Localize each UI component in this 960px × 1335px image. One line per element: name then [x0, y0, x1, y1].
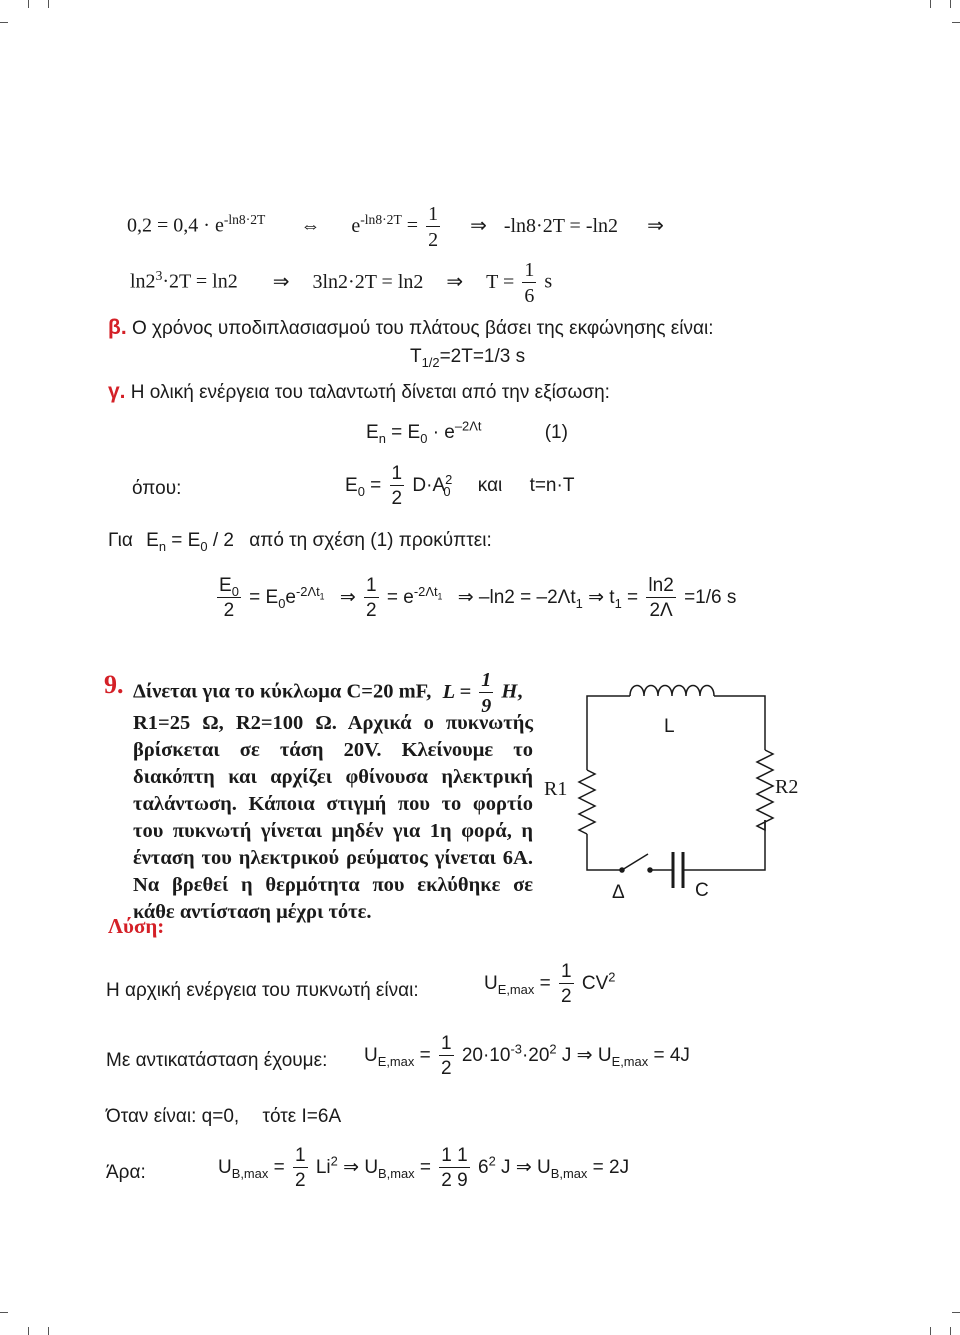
circuit-label-switch: Δ: [612, 882, 625, 903]
crop-mark: [930, 0, 931, 8]
capacitor: [673, 852, 683, 888]
crop-mark: [48, 1327, 49, 1335]
when-line: Όταν είναι: q=0, τότε I=6A: [106, 1106, 342, 1127]
inductor-coil: [630, 686, 714, 697]
circuit-label-l: L: [664, 716, 675, 737]
substitution-equation: $U_{E,max}$ = $\frac{1}{2}$ $20\cdot 10^{-3}\cdot 20^2$ J ⇒ $U_{E,max} = 4J$: [364, 1033, 690, 1079]
problem-text: R1=25 Ω, R2=100 Ω. Αρχικά ο πυκνωτής βρίσκεται σε τάση 20V. Κλείνουμε το διακόπτη και αρχίζει φθίνουσα ηλεκτρική ταλάντωση. Κάποια στιγμή που το φορτίο του πυκνωτή γίνεται μηδέν για 1η φορά, η ένταση του ηλεκτρικού ρεύματος γίνεται 6Α. Να βρεθεί η θερμότητα που εκλύθηκε σε κάθε αντίσταση μέχρι τότε.: [133, 712, 533, 923]
crop-mark: [28, 1327, 29, 1335]
solution-label: Λύση:: [108, 914, 165, 938]
crop-mark: [930, 1327, 931, 1335]
long-equation: $\frac{E_0}{2}$ = $E_0e^{-2\Lambda t_1}$ ⇒ $\frac{1}{2}$ = $e^{-2\Lambda t_1}$ ⇒ $-\ln 2 = -2\Lambda t_1$ ⇒ $t_1$ = $\frac{\ln 2}{2\Lambda}$ =1/6 s: [219, 575, 737, 621]
equation-line-2: $\ln 2^3\cdot 2T = \ln 2$ ⇒ 3ln2·2T = ln2 ⇒ T = $\frac{1}{6}$ s: [130, 259, 553, 307]
therefore-text: Άρα:: [106, 1162, 146, 1183]
resistor-r1: [579, 770, 595, 834]
beta-line: β. Ο χρόνος υποδιπλασιασμού του πλάτους βάσει της εκφώνησης είναι:: [108, 316, 714, 339]
resistor-r2: [757, 750, 773, 830]
gia-line: Για $E_n = E_0 / 2$ από τη σχέση (1) προκύπτει:: [108, 530, 492, 554]
crop-mark: [28, 0, 29, 8]
gamma-line: γ. Η ολική ενέργεια του ταλαντωτή δίνεται από την εξίσωση:: [108, 380, 610, 403]
initial-energy-text: Η αρχική ενέργεια του πυκνωτή είναι:: [106, 980, 419, 1001]
equation-line-1: $0,2 = 0,4 \cdot e^{-ln8\cdot 2T}$ ⇔ $e^{-ln8\cdot 2T}$ = $\frac{1}{2}$ ⇒ -ln8·2T = -ln2 ⇒: [127, 203, 664, 251]
energy-equation: $E_n = E_0 \cdot e^{-2\Lambda t}$ (1): [366, 418, 568, 446]
switch: [622, 854, 648, 870]
crop-mark: [48, 0, 49, 8]
problem-number: 9.: [104, 670, 124, 699]
crop-mark: [952, 1312, 960, 1313]
circuit-label-r2: R2: [775, 776, 799, 798]
circuit-label-r1: R1: [544, 778, 568, 800]
crop-mark: [950, 1327, 951, 1335]
opou-equation: $E_0$ = $\frac{1}{2}$ $D\cdot A^2_0$ και t=n·T: [345, 463, 575, 509]
crop-mark: [952, 22, 960, 23]
beta-result: $T_{1/2}=2T=1/3$ s: [410, 346, 526, 370]
magnetic-energy-equation: $U_{B,max}$ = $\frac{1}{2}$ Li$^2$ ⇒ $U_{B,max}$ = $\frac{1 1}{2 9}$ $6^2$ J ⇒ $U_{B,max} = 2J$: [218, 1145, 630, 1191]
opou-label: όπου:: [132, 478, 182, 499]
problem-first-line: Δίνεται για το κύκλωμα C=20 mF, L = $\frac{1}{9}$ H,: [133, 669, 523, 717]
crop-mark: [950, 0, 951, 8]
crop-mark: [0, 1312, 8, 1313]
initial-energy-equation: $U_{E,max}$ = $\frac{1}{2}$ $CV^2$: [484, 961, 616, 1007]
substitution-text: Με αντικατάσταση έχουμε:: [106, 1050, 328, 1071]
circuit-label-c: C: [695, 880, 709, 901]
crop-mark: [0, 22, 8, 23]
